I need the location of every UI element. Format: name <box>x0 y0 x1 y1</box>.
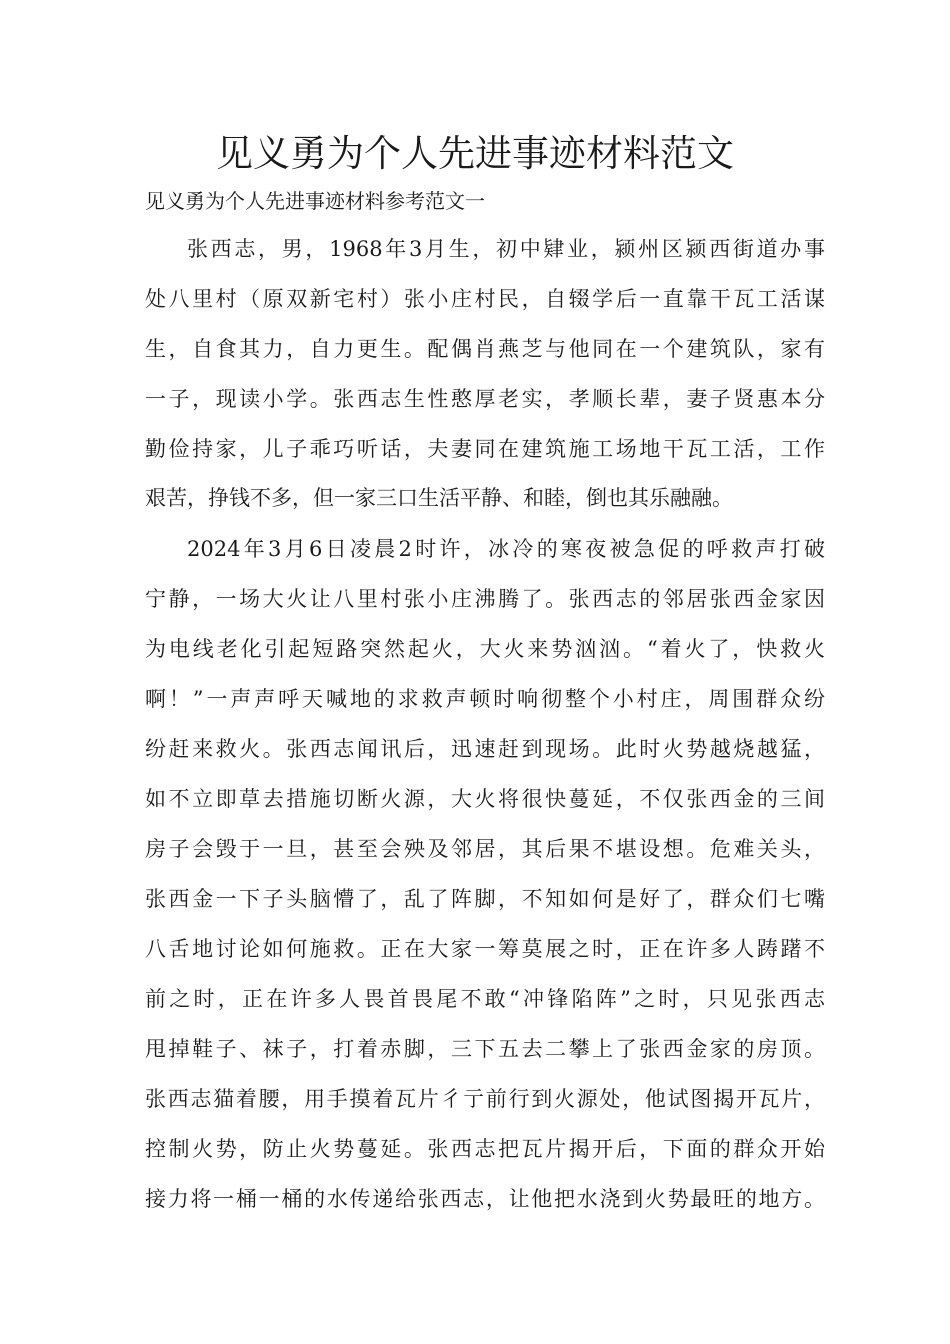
text-line: 纷赶来救火。张西志闻讯后，迅速赶到现场。此时火势越烧越猛， <box>145 737 825 761</box>
text-line: 处八里村（原双新宅村）张小庄村民，自辍学后一直靠干瓦工活谋 <box>145 287 825 311</box>
text-line: 如不立即草去措施切断火源，大火将很快蔓延，不仅张西金的三间 <box>145 787 825 811</box>
document-subtitle: 见义勇为个人先进事迹材料参考范文一 <box>145 189 485 213</box>
text-line: 前之时，正在许多人畏首畏尾不敢“冲锋陷阵”之时，只见张西志 <box>145 987 825 1011</box>
text-line: 甩掉鞋子、袜子，打着赤脚，三下五去二攀上了张西金家的房顶。 <box>145 1037 825 1061</box>
text-line: 艰苦，挣钱不多，但一家三口生活平静、和睦，倒也其乐融融。 <box>145 486 733 510</box>
text-line: 勤俭持家，儿子乖巧听话，夫妻同在建筑施工场地干瓦工活，工作 <box>145 437 825 461</box>
text-line: 宁静，一场大火让八里村张小庄沸腾了。张西志的邻居张西金家因 <box>145 587 825 611</box>
text-line: 2024年3月6日凌晨2时许，冰冷的寒夜被急促的呼救声打破 <box>187 537 825 561</box>
text-line: 房子会毁于一旦，甚至会殃及邻居，其后果不堪设想。危难关头， <box>145 837 825 861</box>
text-line: 接力将一桶一桶的水传递给张西志，让他把水浇到火势最旺的地方。 <box>145 1187 825 1211</box>
text-line: 生，自食其力，自力更生。配偶肖燕芝与他同在一个建筑队，家有 <box>145 337 825 361</box>
text-line: 张西志，男，1968年3月生，初中肄业，颍州区颍西街道办事 <box>187 237 825 261</box>
text-line: 张西志猫着腰，用手摸着瓦片彳亍前行到火源处，他试图揭开瓦片， <box>145 1087 825 1111</box>
document-title: 见义勇为个人先进事迹材料范文 <box>216 132 734 175</box>
text-line: 一子，现读小学。张西志生性憨厚老实，孝顺长辈，妻子贤惠本分 <box>145 387 825 411</box>
text-line: 张西金一下子头脑懵了，乱了阵脚，不知如何是好了，群众们七嘴 <box>145 887 825 911</box>
text-line: 啊！”一声声呼天喊地的求救声顿时响彻整个小村庄，周围群众纷 <box>145 687 825 711</box>
text-line: 八舌地讨论如何施救。正在大家一筹莫展之时，正在许多人踌躇不 <box>145 937 825 961</box>
text-line: 为电线老化引起短路突然起火，大火来势汹汹。“着火了，快救火 <box>145 637 825 661</box>
text-line: 控制火势，防止火势蔓延。张西志把瓦片揭开后，下面的群众开始 <box>145 1137 825 1161</box>
